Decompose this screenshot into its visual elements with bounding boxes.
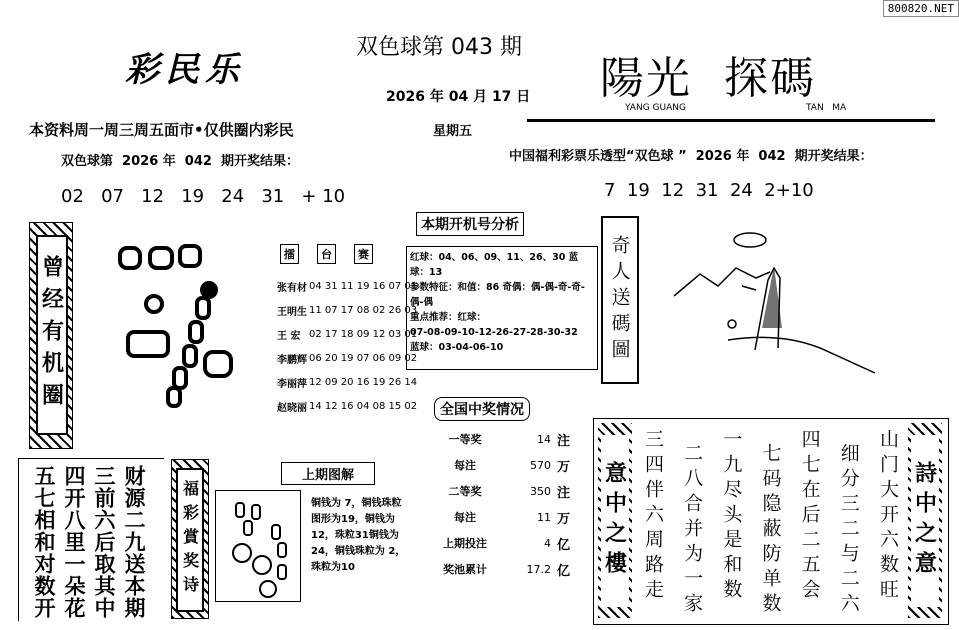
brand-right: 陽光 探碼 — [600, 53, 816, 104]
contest-name: 赵晓丽 — [277, 402, 307, 414]
mountain-image — [670, 228, 890, 378]
poem-line: 三前六后取其中 — [92, 465, 117, 619]
contest-name: 张有材 — [277, 282, 307, 294]
contest-nums: 06 20 19 07 06 09 02 — [309, 352, 418, 364]
poem-line: 一九尽头是和数 — [720, 429, 743, 604]
figure-bead — [184, 346, 196, 366]
lucky-figure-image — [110, 240, 240, 410]
pinyin-1: YANG GUANG — [625, 103, 686, 113]
prize-label: 一等奖 — [448, 433, 482, 446]
analysis-title: 本期开机号分析 — [416, 212, 524, 236]
contest-nums: 11 07 17 08 02 26 03 — [309, 304, 418, 316]
right-result-numbers: 7 19 12 31 24 2+10 — [604, 180, 814, 201]
table-row — [426, 556, 573, 582]
figure-bead — [146, 296, 162, 312]
qiren-box: 奇人送碼圖 — [601, 216, 639, 384]
contest-title-char: 赛 — [354, 244, 373, 264]
table-row — [426, 426, 573, 452]
contest-name: 李鹏辉 — [277, 354, 307, 366]
banner-right-panel — [908, 423, 942, 618]
figure-bead — [180, 246, 200, 266]
prize-value: 350 — [530, 484, 551, 498]
contest-nums: 12 09 20 16 19 26 14 — [309, 376, 418, 388]
prize-label: 上期投注 — [443, 537, 487, 550]
contest-title-char: 擂 — [280, 244, 299, 264]
prize-unit: 万 — [557, 511, 571, 527]
fucai-panel — [171, 459, 209, 619]
left-vertical-panel — [29, 222, 73, 449]
prize-unit: 注 — [557, 485, 571, 501]
poem-line: 四开八里一朵花 — [62, 465, 87, 619]
last-chart-box — [215, 490, 301, 602]
contest-nums: 02 17 18 09 12 03 01 — [309, 328, 418, 340]
figure-bead — [174, 368, 186, 388]
contest-nums: 04 31 11 19 16 07 01 — [309, 280, 418, 292]
table-row — [276, 394, 418, 418]
poem-line: 五七相和对数开 — [32, 465, 57, 619]
prize-value: 17.2 — [526, 562, 551, 576]
pinyin-2: TAN MA — [806, 103, 847, 113]
figure-bead — [150, 248, 172, 268]
site-badge[interactable]: 800820.NET — [883, 0, 959, 17]
prize-label: 每注 — [454, 511, 476, 524]
last-chart-image — [216, 491, 300, 601]
table-row — [426, 530, 573, 556]
contest-title-char: 台 — [317, 244, 336, 264]
brand-left: 彩民乐 — [125, 50, 245, 90]
figure-bead — [197, 298, 209, 318]
table-row — [426, 504, 573, 530]
prize-unit: 亿 — [557, 563, 571, 579]
contest-panel — [276, 244, 418, 418]
poem-line: 四七在后二五会 — [798, 429, 821, 604]
figure-dot — [200, 281, 218, 299]
prize-unit: 万 — [557, 459, 571, 475]
analysis-box — [406, 246, 598, 370]
left-poem-box — [18, 458, 164, 621]
prize-label: 奖池累计 — [443, 563, 487, 576]
table-row — [276, 322, 418, 346]
analysis-line: 红球：04、06、09、11、26、30 蓝球：13 — [410, 252, 579, 278]
issue-date: 2026 年 04 月 17 日 — [386, 89, 531, 105]
prize-value: 4 — [544, 536, 551, 550]
last-chart-text: 铜钱为 7，铜钱珠粒图形为19，铜钱为12，珠粒31铜钱为24，铜钱珠粒为 2，珠粒为10 — [311, 498, 406, 573]
notice: 本资料周一周三周五面市•仅供圈内彩民 — [29, 121, 294, 139]
banner-right: 詩中之意 — [911, 435, 939, 607]
left-result-label: 双色球第 2026 年 042 期开奖结果： — [61, 154, 299, 169]
left-vertical-text: 曾经有机圈 — [36, 235, 68, 435]
table-row — [426, 452, 573, 478]
prize-unit: 亿 — [557, 537, 571, 553]
figure-bead — [205, 352, 231, 376]
figure-bead — [168, 388, 180, 406]
banner-left-panel — [598, 423, 632, 618]
analysis-line: 重点推荐：红球： — [410, 312, 487, 323]
header-rule — [527, 119, 935, 122]
last-chart-title: 上期图解 — [281, 462, 375, 485]
poem-line: 二八合并为一家 — [681, 443, 704, 618]
prize-value: 570 — [530, 458, 551, 472]
prize-value: 14 — [537, 432, 551, 446]
left-result-numbers: 02 07 12 19 24 31 + 10 — [61, 186, 346, 207]
prize-table — [426, 426, 573, 582]
poem-line: 细分三二与二六 — [837, 443, 860, 618]
figure-bead — [128, 332, 168, 356]
banner-left: 意中之樓 — [601, 435, 629, 607]
analysis-line: 参数特征：和值：86 奇偶：偶-偶-奇-奇-偶-偶 — [410, 282, 585, 308]
poem-line: 三四伴六周路走 — [642, 429, 664, 604]
prize-value: 11 — [537, 510, 551, 524]
prize-unit: 注 — [557, 433, 571, 449]
issue-title: 双色球第 043 期 — [356, 35, 522, 60]
right-result-label: 中国福利彩票乐透型“双色球 ” 2026 年 042 期开奖结果： — [509, 149, 873, 164]
prize-label: 每注 — [454, 459, 476, 472]
prize-label: 二等奖 — [448, 485, 482, 498]
analysis-line: 07-08-09-10-12-26-27-28-30-32 — [410, 327, 578, 338]
contest-name: 王明生 — [277, 306, 307, 318]
contest-name: 王 宏 — [277, 330, 301, 342]
figure-bead — [120, 248, 140, 268]
table-row — [276, 298, 418, 322]
table-row — [276, 370, 418, 394]
table-row — [426, 478, 573, 504]
figure-bead — [190, 322, 202, 342]
fucai-label: 福彩賞奖诗 — [176, 468, 204, 612]
right-poem-box — [593, 418, 949, 625]
contest-table — [276, 274, 418, 418]
contest-nums: 14 12 16 04 08 15 02 — [309, 400, 418, 412]
table-row — [276, 346, 418, 370]
poem-line: 七码隐蔽防单数 — [759, 443, 782, 618]
prize-title: 全国中奖情况 — [434, 397, 530, 421]
poem-line: 山门大开六数旺 — [876, 429, 899, 604]
table-row — [276, 274, 418, 298]
poem-line: 财源二九送本期 — [122, 465, 147, 619]
analysis-line: 蓝球：03-04-06-10 — [410, 342, 504, 353]
contest-name: 李丽萍 — [277, 378, 307, 390]
weekday: 星期五 — [433, 124, 473, 139]
